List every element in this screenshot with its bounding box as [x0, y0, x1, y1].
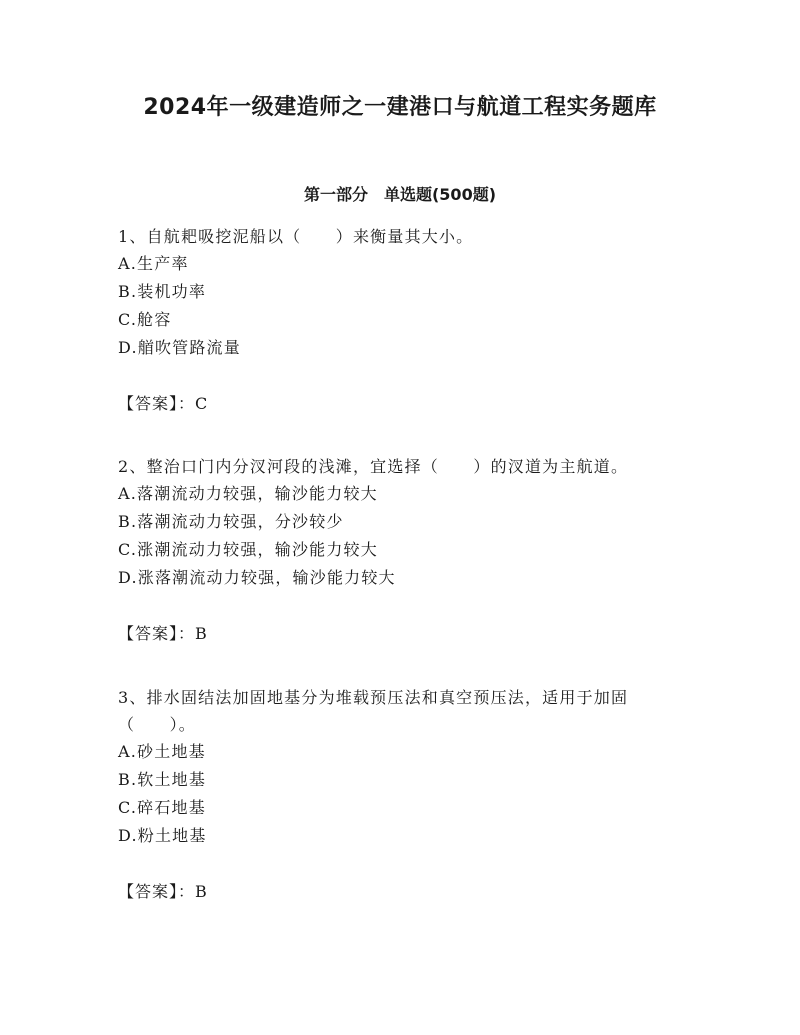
option-a: A.砂土地基 — [118, 742, 206, 761]
answer-value: B — [195, 882, 208, 901]
answer-value: B — [195, 624, 208, 643]
answer-label: 【答案】： — [118, 394, 196, 413]
option-d: D.涨落潮流动力较强，输沙能力较大 — [118, 568, 396, 587]
answer-label: 【答案】： — [118, 882, 196, 901]
section-title: 第一部分 单选题(500题) — [303, 185, 497, 204]
option-a: A.生产率 — [118, 254, 189, 273]
answer-value: C — [195, 394, 209, 413]
option-b: B.装机功率 — [118, 282, 207, 301]
question-item — [118, 453, 688, 648]
option-c: C.碎石地基 — [118, 798, 206, 817]
option-c: C.舱容 — [118, 310, 172, 329]
question-item — [118, 223, 688, 418]
option-list — [118, 738, 688, 850]
option-a: A.落潮流动力较强，输沙能力较大 — [118, 484, 378, 503]
option-b: B.软土地基 — [118, 770, 207, 789]
option-b: B.落潮流动力较强，分沙较少 — [118, 512, 344, 531]
question-stem: 1、自航耙吸挖泥船以（ ）来衡量其大小。 — [118, 227, 474, 246]
option-list — [118, 250, 688, 362]
question-stem: 3、排水固结法加固地基分为堆载预压法和真空预压法，适用于加固（ ）。 — [118, 688, 629, 734]
option-d: D.艏吹管路流量 — [118, 338, 241, 357]
answer-line — [118, 620, 688, 648]
question-item — [118, 684, 688, 906]
answer-label: 【答案】： — [118, 624, 196, 643]
option-d: D.粉土地基 — [118, 826, 207, 845]
question-stem: 2、整治口门内分汊河段的浅滩，宜选择（ ）的汊道为主航道。 — [118, 457, 629, 476]
option-list — [118, 480, 688, 592]
answer-line — [118, 390, 688, 418]
option-c: C.涨潮流动力较强，输沙能力较大 — [118, 540, 378, 559]
answer-line — [118, 878, 688, 906]
document-title: 2024年一级建造师之一建港口与航道工程实务题库 — [143, 95, 657, 120]
